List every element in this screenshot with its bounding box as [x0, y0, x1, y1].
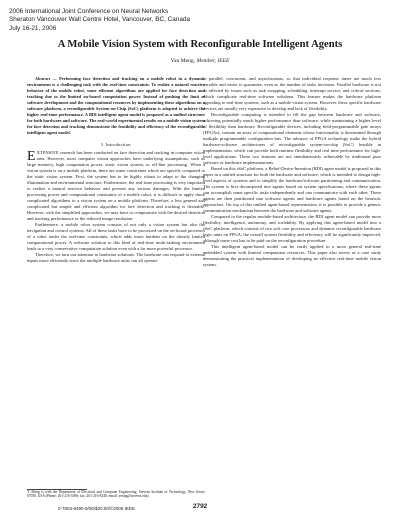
drop-cap: E [27, 148, 36, 164]
abstract [27, 76, 205, 136]
author-name: Yan Meng, [170, 58, 196, 64]
author-footnote: Y. Meng is with the Department of Electrical and Computer Engineering, Stevens Institute of Technology, New Jersey 07030, USA (Phone: 201-216-5496; fax: 201-216-8246; email: yenng@stevens.edu) [27, 490, 205, 499]
conference-name: 2006 International Joint Conference on Neural Networks [9, 8, 169, 15]
conference-venue: Sheraton Vancouver Wall Centre Hotel, Vancouver, BC, Canada [9, 16, 191, 24]
left-column [27, 76, 205, 264]
intro-paragraph-3: Therefore, we turn our attention to hardware solutions. The hardware can respond to external inputs more efficiently since the multiple hardware units can all operate [27, 251, 205, 263]
abstract-label: Abstract [35, 76, 51, 81]
right-column [203, 76, 381, 268]
conference-dates: July 16-21, 2006 [9, 24, 57, 32]
right-paragraph-1: in parallel, concurrent, and asynchronous, so that individual response times are much less variable and easier to guarantee, even as the number of tasks increases. Parallel hardware is not so affected by issues such as task swapping, scheduling, interrupt service, and critical sections, which complicate real-time software solutions. This feature makes the hardware platform appealing to real-time systems, such as a mobile vision system. However, these specific hardware devices are usually very expensive to develop and lack of flexibility. [203, 76, 381, 111]
author-line [0, 58, 400, 64]
author-role: Member, IEEE [196, 58, 230, 64]
section-heading-introduction: I. Introduction [101, 141, 131, 147]
intro-paragraph-1-text: XTENSIVE research has been conducted on face detection and tracking in computer vision area. However, most computer vision approaches have underlying assumptions, such as large memory, high computation power, static vision system, or off-line processing. When a vision system is on a mobile platform, there are some constraints which are specific compared to the static vision system. First, the system has to be highly robust to adapt to the changing illumination and environmental structure. Furthermore, the real-time processing is very important to realize a natural reactive behavior and prevent any serious damages. With the limited processing power and computational constraints of a mobile robot, it is difficult to apply those complicated algorithms to a vision system on a mobile platform. Therefore, a less general and complicated but simple and efficient algorithm for face detection and tracking is desirable. However, with the simplified approaches, we may have to compromise with the desired detection and tracking performance or the reduced image resolution. [27, 149, 205, 221]
right-paragraph-2: Reconfigurable computing is intended to fill the gap between hardware and software, achieving potentially much higher performance than software, while maintaining a higher level of flexibility than hardware. Reconfigurable devices, including field-programmable gate arrays (FPGAs), contain an array of computational elements whose functionality is determined through multiple programmable configuration bits. The advance of FPGA technology make the hybrid hardware-software architectures of reconfigurable system-on-chip (SoC) feasible in implementation, which can provide both runtime flexibility and real time performance for high-level applications. These two features are not simultaneously achievable by traditional pure software or hardware implementations. [203, 112, 381, 165]
abstract-text: — Performing face detection and tracking on a mobile robot in a dynamic environment is a challenging task with the real-time constraints. To realize a natural reactive behavior of the mobile robot, some efficient algorithms are applied for face detection and tracking due to the limited on-board computation power. Instead of pushing the limit of software development and the computational resources by implementing these algorithms on a software platform, a reconfigurable System-on-Chip (SoC) platform is adopted to achieve the higher real-time performance. A BDI intelligent agent model is proposed as a unified structure for both hardware and software. The real-world experimental results on a mobile vision system for face detection and tracking demonstrate the feasibility and efficiency of the reconfigurable intelligent agent model. [27, 76, 205, 135]
intro-paragraph-1 [27, 150, 205, 222]
copyright-footer: 0-7803-9490-9/06/$20.00/©2006 IEEE [58, 506, 135, 511]
intro-paragraph-2: Furthermore, a mobile robot system consists of not only a vision system but also the navigation and control systems. All of these tasks have to be processed on the on-board processor of a robot under the real-time constraints, which adds more burdens on the already limited computational power. A software solution to this kind of real-time multi-tasking environment leads to a very conservative computation solution even with a far more powerful processor. [27, 221, 205, 251]
right-paragraph-5: This intelligent agent-based model can be easily applied to a more general real-time embedded system with limited computation resources. This paper also serves as a case study demonstrating the practical implementation of developing an effective real-time mobile vision system. [203, 244, 381, 267]
right-paragraph-4: Compared to the regular module-based architecture, the BDI agent model can provide more flexibility, intelligence, autonomy, and scalability. By applying this agent-based model into a rSoC platform, which consists of two soft core processors and dynamic reconfigurable hardware logic units on FPGA, the overall system flexibility and efficiency will be significantly improved, although some cost has to be paid on the reconfiguration procedure. [203, 214, 381, 243]
paper-title: A Mobile Vision System with Reconfigurable Intelligent Agents [57, 39, 343, 50]
conference-header [9, 8, 190, 33]
page-number: 2792 [193, 503, 208, 510]
right-paragraph-3: Based on this rSoC platform, a Belief-Desire-Intention (BDI) agent model is proposed in this paper in a unified structure for both the hardware and software, which is intended to design high-level aspects of systems and to simplify the hardware/software partitioning and communication. The system is first decomposed into agents based on system specifications, where these agents can accomplish some specific tasks independently and can communicate with each other. These agents are then partitioned into software agents and hardware agents based on the heuristic approaches. On top of this unified agent-based representation, it is possible to provide a generic communication mechanism between the hardware and software agents. [203, 166, 381, 213]
